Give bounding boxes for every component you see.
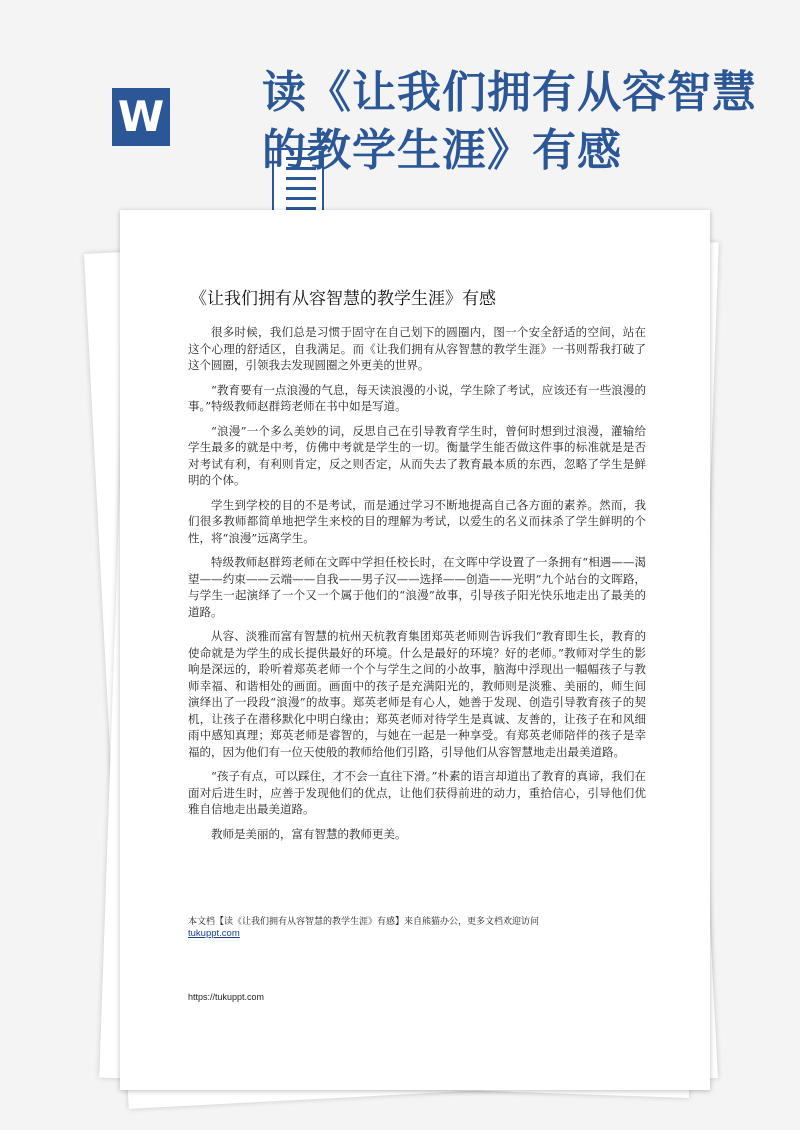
document-page [120, 210, 710, 1090]
paragraph: 教师是美丽的，富有智慧的教师更美。 [211, 826, 407, 841]
footer-url[interactable]: https://tukuppt.com [188, 992, 265, 1002]
paragraph: 很多时候，我们总是习惯于固守在自己划下的圆圈内，图一个安全舒适的空间，站在这个心理的舒适区，自我满足。而《让我们拥有从容智慧的教学生涯》一书则帮我打破了这个圆圈，引领我去发现圆圈之外更美的世界。 [188, 325, 646, 372]
source-text: 本文档【读《让我们拥有从容智慧的教学生涯》有感】来自熊猫办公，更多文档欢迎访问 [188, 917, 540, 927]
paragraph: 特级教师赵群筠老师在文晖中学担任校长时，在文晖中学设置了一条拥有“相遇——渴望——约束——云端——自我——男子汉——选择——创造——光明”九个站台的文晖路，与学生一起演绎了一个又一个属于他们的“浪漫”故事，引导孩子阳光快乐地走出了最美的道路。 [188, 555, 646, 619]
source-note [188, 916, 648, 940]
page-title: 读《让我们拥有从容智慧的教学生涯》有感 [262, 67, 757, 176]
paragraph: 从容、淡雅而富有智慧的杭州天杭教育集团郑英老师则告诉我们“教育即生长，教育的使命就是为学生的成长提供最好的环境。什么是最好的环境？好的老师。”教师对学生的影响是深远的，聆听着郑英老师一个个与学生之间的小故事，脑海中浮现出一幅幅孩子与教师幸福、和谐相处的画面。画面中的孩子是充满阳光的，教师则是淡雅、美丽的，师生间演绎出了一段段“浪漫”的故事。郑英老师是有心人，她善于发现、创造引导教育孩子的契机，让孩子在潜移默化中明白缘由；郑英老师对待学生是真诚、友善的，让孩子在和风细雨中感知真理；郑英老师是睿智的，与她在一起是一种享受。有郑英老师陪伴的孩子是幸福的，因为他们有一位天使般的教师给他们引路，引导他们从容智慧地走出最美道路。 [188, 629, 646, 759]
paragraph: “浪漫”一个多么美妙的词，反思自己在引导教育学生时，曾何时想到过浪漫，灌输给学生最多的就是中考，仿佛中考就是学生的一切。衡量学生能否做这件事的标准就是是否对考试有利，有利则肯定，反之则否定，从而失去了教育最本质的东西，忽略了学生是鲜明的个体。 [188, 423, 646, 487]
document-body [188, 324, 646, 850]
paragraph: “孩子有点，可以踩住，才不会一直往下滑。”朴素的语言却道出了教育的真谛，我们在面对后进生时，应善于发现他们的优点，让他们获得前进的动力，重拾信心，引导他们优雅自信地走出最美道路。 [188, 769, 646, 816]
source-link[interactable]: tukuppt.com [188, 928, 240, 939]
header [0, 0, 800, 200]
document-title: 《让我们拥有从容智慧的教学生涯》有感 [190, 289, 496, 309]
word-w-icon: W [112, 88, 170, 146]
paragraph: “教育要有一点浪漫的气息，每天读浪漫的小说，学生除了考试，应该还有一些浪漫的事。”特级教师赵群筠老师在书中如是写道。 [188, 382, 646, 413]
paragraph: 学生到学校的目的不是考试，而是通过学习不断地提高自己各方面的素养。然而，我们很多教师都简单地把学生来校的目的理解为考试，以爱生的名义而抹杀了学生鲜明的个性，将“浪漫”远离学生。 [188, 497, 646, 545]
